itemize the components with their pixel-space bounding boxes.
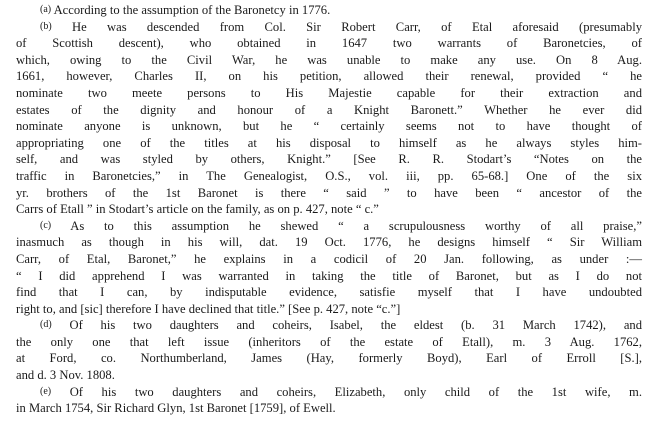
footnote-line: He was descended from Col. Sir Robert Carr, of Etal aforesaid (presumably	[72, 19, 642, 34]
footnote-line: Of his two daughters and coheirs, Isabel, the eldest (b. 31 March 1742), and	[69, 318, 642, 333]
footnote-d	[16, 317, 642, 383]
footnote-line: right to, and [sic] therefore I have declined that title.” [See p. 427, note “c.”]	[16, 301, 401, 316]
footnote-line: Carr, of Etal, Baronet,” he explains in a codicil of 20 Jan. following, as under :—	[16, 251, 642, 266]
footnote-line: inasmuch as though in his will, dat. 19 Oct. 1776, he designs himself “ Sir William	[16, 235, 642, 250]
footnote-mark: (e)	[40, 385, 52, 397]
footnote-c	[16, 218, 642, 318]
footnote-line: yr. brothers of the 1st Baronet is there “ said ” to have been “ ancestor of the	[16, 185, 642, 200]
footnote-line: self, and was styled by others, Knight.” [See R. R. Stodart’s “Notes on the	[16, 152, 642, 167]
footnote-line: of Scottish descent), who obtained in 1647 two warrants of Baronetcies, of	[16, 36, 642, 51]
footnotes-page	[16, 2, 642, 417]
footnote-mark: (c)	[40, 219, 52, 231]
footnote-line: traffic in Baronetcies,” in The Genealogist, O.S., vol. iii, pp. 65-68.] One of the six	[16, 168, 642, 183]
footnote-mark: (a)	[40, 4, 52, 15]
footnote-line: As to this assumption he shewed “ a scrupulousness worthy of all praise,”	[70, 218, 642, 233]
footnote-line: Of his two daughters and coheirs, Elizabeth, only child of the 1st wife, m.	[69, 384, 642, 399]
footnote-line: at Ford, co. Northumberland, James (Hay, formerly Boyd), Earl of Erroll [S.],	[16, 351, 642, 366]
footnote-line: find that I can, by indisputable evidence, satisfie myself that I have undoubted	[16, 285, 642, 300]
footnote-line: nominate two meete persons to His Majestie capable for their extraction and	[16, 85, 642, 100]
footnote-line: and d. 3 Nov. 1808.	[16, 368, 115, 383]
footnote-line: nominate anyone is unknown, but he “ certainly seems not to have thought of	[16, 119, 642, 134]
footnote-mark: (d)	[40, 319, 52, 331]
footnote-line: the only one that left issue (inheritors of the estate of Etall), m. 3 Aug. 1762,	[16, 334, 642, 349]
footnote-e	[16, 384, 642, 417]
footnote-line: “ I did apprehend I was warranted in taking the title of Baronet, but as I do not	[16, 268, 642, 283]
footnote-line: estates of the dignity and honour of a Knight Baronett.” Whether he ever did	[16, 102, 642, 117]
footnote-line: which, owing to the Civil War, he was unable to make any use. On 8 Aug.	[16, 52, 642, 67]
footnote-b	[16, 19, 642, 218]
footnote-line: According to the assumption of the Baronetcy in 1776.	[53, 3, 331, 17]
footnote-a	[16, 2, 642, 19]
footnote-line: appropriating one of the titles at his disposal to himself as he always styles him-	[16, 135, 642, 150]
footnote-mark: (b)	[40, 20, 52, 32]
footnote-line: 1661, however, Charles II, on his petition, allowed their renewal, provided “ he	[16, 69, 642, 84]
footnote-line: Carrs of Etall ” in Stodart’s article on the family, as on p. 427, note “ c.”	[16, 202, 379, 217]
footnote-line: in March 1754, Sir Richard Glyn, 1st Baronet [1759], of Ewell.	[16, 401, 336, 416]
